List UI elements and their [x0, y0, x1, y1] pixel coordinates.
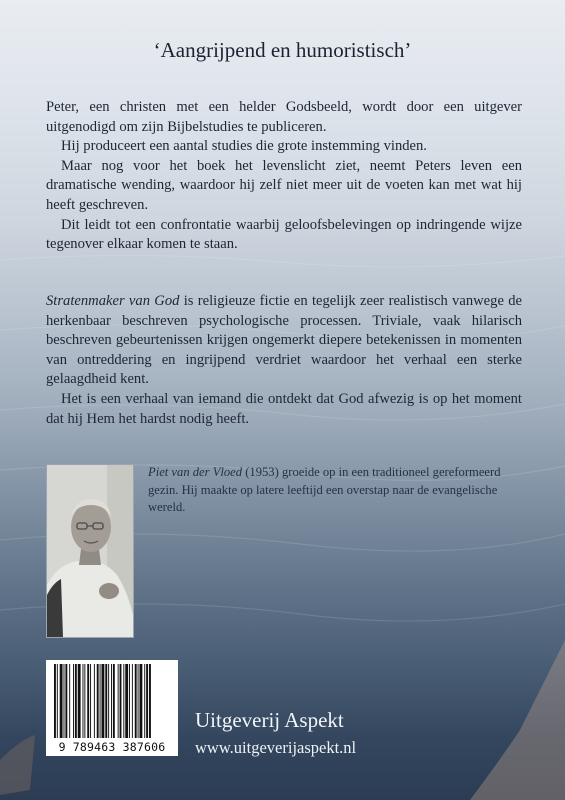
barcode-digits: 9 789463 387606 [58, 740, 166, 754]
blurb-paragraph: Maar nog voor het boek het levenslicht ziet, neemt Peters leven een dramatische wending, waardoor hij zelf niet meer uit de voeten kan met wat hij heeft geschreven. [46, 157, 522, 213]
tagline: ‘Aangrijpend en humoristisch’ [153, 38, 412, 62]
blurb-paragraph: Peter, een christen met een helder Godsbeeld, wordt door een uitgever uitgenodigd om zijn Bijbelstudies te publiceren. [46, 99, 522, 135]
publisher-url[interactable]: www.uitgeverijaspekt.nl [195, 738, 357, 757]
book-title: Stratenmaker van God [46, 293, 180, 309]
author-photo [46, 464, 134, 638]
blurb-text [46, 98, 522, 255]
blurb-paragraph: Hij produceert een aantal studies die grote instemming vinden. [61, 138, 427, 155]
synopsis-text [46, 292, 522, 429]
author-bio-text: (1953) groeide op in een traditioneel gereformeerd gezin. Hij maakte op latere leeftijd een overstap naar de evangelische wereld. [148, 465, 501, 515]
synopsis-paragraph [46, 292, 522, 390]
author-name: Piet van der Vloed [148, 465, 243, 479]
publisher-name: Uitgeverij Aspekt [195, 708, 344, 732]
synopsis-text-rest: is religieuze fictie en tegelijk zeer realistisch vanwege de herkenbaar beschreven psychologische processen. Triviale, vaak hilarisch beschreven gebeurtenissen krijgen ongemerkt diepere betekenissen in momenten van ontreddering en ingrijpend verdriet waardoor het verhaal een sterke gelaagdheid kent. [46, 293, 522, 388]
author-bio [148, 464, 523, 517]
barcode-bars [52, 664, 172, 740]
isbn-barcode [46, 660, 178, 756]
blurb-paragraph: Dit leidt tot een confrontatie waarbij geloofsbelevingen op indringende wijze tegenover elkaar komen te staan. [46, 216, 522, 253]
synopsis-paragraph: Het is een verhaal van iemand die ontdekt dat God afwezig is op het moment dat hij Hem het hardst nodig heeft. [46, 390, 522, 427]
